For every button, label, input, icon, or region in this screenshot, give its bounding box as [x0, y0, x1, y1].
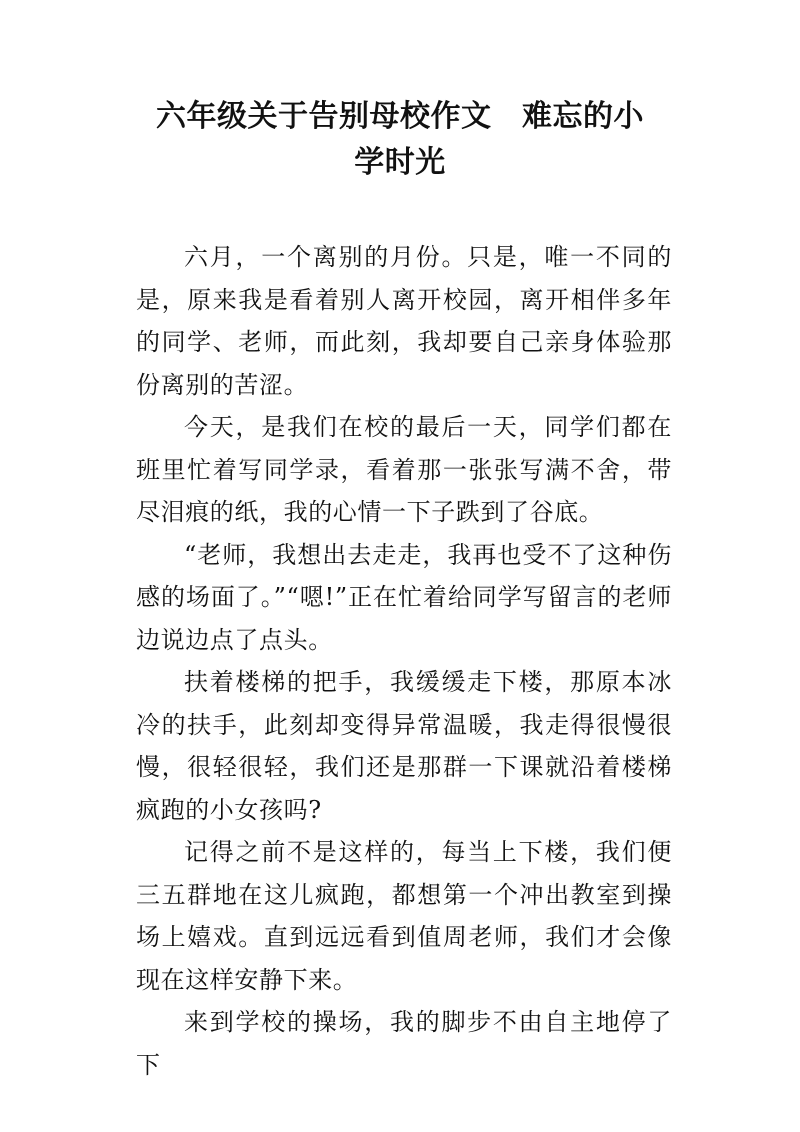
- paragraph-6: 来到学校的操场，我的脚步不由自主地停了下: [136, 1008, 672, 1079]
- paragraph-1: 六月，一个离别的月份。只是，唯一不同的是，原来我是看着别人离开校园，离开相伴多年的同学、老师，而此刻，我却要自己亲身体验那份离别的苦涩。: [136, 243, 672, 399]
- paragraph-4: 扶着楼梯的把手，我缓缓走下楼，那原本冰冷的扶手，此刻却变得异常温暖，我走得很慢很慢，很轻很轻，我们还是那群一下课就沿着楼梯疯跑的小女孩吗?: [136, 668, 672, 824]
- article-body: [136, 236, 672, 1086]
- paragraph-3: “老师，我想出去走走，我再也受不了这种伤感的场面了。”“嗯!”正在忙着给同学写留言的老师边说边点了点头。: [136, 540, 672, 654]
- title-line-1: 六年级关于告别母校作文 难忘的小: [156, 99, 644, 134]
- page-title: [100, 94, 700, 186]
- title-line-2: 学时光: [354, 145, 446, 180]
- paragraph-2: 今天，是我们在校的最后一天，同学们都在班里忙着写同学录，看着那一张张写满不舍，带尽泪痕的纸，我的心情一下子跌到了谷底。: [136, 413, 672, 526]
- paragraph-5: 记得之前不是这样的，每当上下楼，我们便三五群地在这儿疯跑，都想第一个冲出教室到操场上嬉戏。直到远远看到值周老师，我们才会像现在这样安静下来。: [136, 838, 672, 994]
